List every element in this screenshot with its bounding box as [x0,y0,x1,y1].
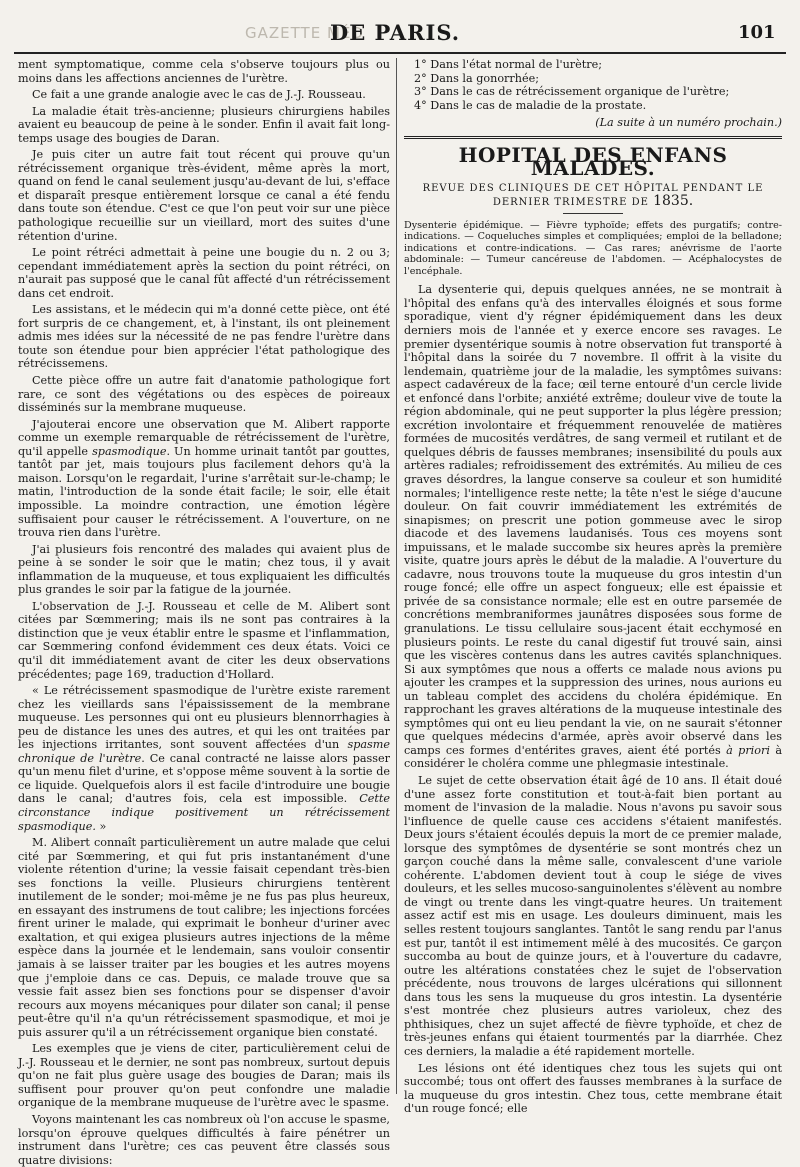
section-title: HOPITAL DES ENFANS MALADES. [458,142,728,181]
short-rule [563,213,623,214]
paragraph: L'observation de J.-J. Rousseau et celle de M. Alibert sont citées par Sœmmering; mais ils ne sont pas contraires à la distinction que je veux établir entre le spasme et l'inflammation, car Sœmmering confond évidemment ces deux états. Voici ce qu'il dit immédiatement avant de citer les deux observations précédentes; page 169, traduction d'Hollard. [18,599,390,681]
paragraph: M. Alibert connaît particulièrement un autre malade que celui cité par Sœmmering, et qui fut pris instantanément d'une violente rétention d'urine; la vessie faisait cependant très-bien ses fonctions la veille. Plusieurs chirurgiens tentèrent inutilement de le sonder; moi-même je ne fus pas plus heureux, en essayant des instrumens de tout calibre; les injections forcées firent uriner le malade, qui exprimait le bonheur d'uriner avec exaltation, et qui exigea plusieurs autres injections de la même espèce dans la journée et le lendemain, sans vouloir consentir jamais à se laisser traiter par les bougies et les autres moyens que j'emploie dans ce cas. Depuis, ce malade trouve que sa vessie fait assez bien ses fonctions pour se dispenser d'avoir recours aux moyens mécaniques pour dilater son canal; il pense peut-être qu'il n'a qu'un rétrécissement spasmodique, et moi je puis assurer qu'il a un rétrécissement organique bien constaté. [18,836,390,1039]
column-divider [396,58,397,1094]
list-item: 4° Dans le cas de maladie de la prostate. [414,98,647,112]
text-run: » [95,819,107,833]
list-item: 1° Dans l'état normal de l'urètre; [414,58,603,71]
text-run: à considérer le choléra comme une phlegmasie intestinale. [404,743,782,771]
paragraph: Cette pièce offre un autre fait d'anatomie pathologique fort rare, ce sont des végétations ou des espèces de poireaux disséminés sur la membrane muqueuse. [18,374,390,415]
emphasis: Cette circonstance indique positivement un rétrécissement spasmodique. [18,792,390,833]
paragraph: Le point rétréci admettait à peine une bougie du n. 2 ou 3; cependant immédiatement après la section du point rétréci, on n'aurait pas supposé que le canal fût affecté d'un rétrécissement dans cet endroit. [18,246,390,300]
subtitle-text: REVUE DES CLINIQUES DE CET HÔPITAL PENDANT LE DERNIER TRIMESTRE DE [422,182,764,208]
section-subtitle [404,182,782,209]
section-summary: Dysenterie épidémique. — Fièvre typhoïde; effets des purgatifs; contre-indications. — Coqueluches simples et compliquées; emploi de la belladone; indications et contre-indications. — Cas rares; anévrisme de l'aorte abdominale: — Tumeur cancéreuse de l'abdomen. — Acéphalocystes de l'encéphale. [404,219,782,277]
page-number: 101 [738,22,776,43]
emphasis: spasmodique [92,444,167,458]
page-header [0,14,800,50]
bleed-through-text: GAZETTE MÉD [245,24,364,42]
running-title: DE PARIS. [330,20,461,45]
header-rule [14,52,786,54]
subtitle-year: 1835. [653,192,694,209]
emphasis: à priori [726,743,770,757]
paragraph: Les exemples que je viens de citer, particulièrement celui de J.-J. Rousseau et le dernier, ne sont pas nombreux, surtout depuis qu'on ne fait plus guère usage des bougies de Daran; mais ils suffisent pour prouver qu'on peut confondre une maladie organique de la membrane muqueuse de l'urètre avec le spasme. [18,1042,390,1110]
text-run: . Ce canal contracté ne laisse alors passer qu'un menu filet d'urine, et s'oppose même souvent à la sortie de ce liquide. Quelquefois alors il est facile d'introduire une bougie dans le canal; d'autres fois, cela est impossible. [18,751,390,806]
division-list [404,58,782,112]
text-run: La dysenterie qui, depuis quelques années, ne se montrait à l'hôpital des enfans qu'à des intervalles éloignés et sous forme sporadique, vient d'y régner épidémiquement dans les deux derniers mois de l'année et y exerce encore ses ravages. Le premier dysentérique soumis à notre observation fut transporté à l'hôpital dans la soirée du 7 novembre. Il offrit à la visite du lendemain, quatrième jour de la maladie, les symptômes suivans: aspect cadavéreux de la face; œil terne entouré d'un cercle livide et enfoncé dans l'orbite; anxiété extrême; douleur vive de toute la région abdominale, qui ne peut supporter la plus légère pression; excrétion involontaire et fréquemment renouvelée de matières formées de mucosités verdâtres, de sang vermeil et rutilant et de quelques débris de fausses membranes; insensibilité du pouls aux artères radiales; refroidissement des extrémités. Au milieu de ces graves désordres, la langue conserve sa couleur et son humidité normales; l'intelligence reste nette; la tête n'est le siége d'aucune douleur. On fait couvrir immédiatement les extrémités de sinapismes; on prescrit une potion gommeuse avec le sirop diacode et des lavemens laudanisés. Tous ces moyens sont impuissans, et le malade succombe six heures après la première visite, quatre jours après le début de la maladie. A l'ouverture du cadavre, nous trouvons toute la muqueuse du gros intestin d'un rouge foncé; elle offre un aspect fongueux; elle est épaissie et privée de sa consistance normale; elle est en outre parsemée de concrétions membraniformes jaunâtres disposées sous forme de granulations. Le tissu cellulaire sous-jacent était ecchymosé en plusieurs points. Le reste du canal digestif fut trouvé sain, ainsi que les viscères contenus dans les autres cavités splanchniques. Si aux symptômes que nous a offerts ce malade nous avions pu ajouter les crampes et la suppression des urines, nous aurions eu un tableau complet des accidens du choléra épidémique. En rapprochant les graves altérations de la muqueuse intestinale des symptômes qui ont eu lieu pendant la vie, on ne saurait s'étonner que quelques médecins d'armée, après avoir observé dans les camps ces formes d'entérites graves, aient été portés [404,283,782,757]
paragraph: ment symptomatique, comme cela s'observe toujours plus ou moins dans les affections anciennes de l'urètre. [18,58,390,85]
paragraph: Les assistans, et le médecin qui m'a donné cette pièce, ont été fort surpris de ce changement, et, à l'instant, ils ont pleinement admis mes idées sur la nécessité de ne pas fendre l'urètre dans toute son étendue pour bien apprécier l'état pathologique des rétrécissemens. [18,303,390,371]
paragraph: Je puis citer un autre fait tout récent qui prouve qu'un rétrécissement organique très-évident, même après la mort, quand on fend le canal seulement jusqu'au-devant de lui, s'efface et disparaît presque entièrement lorsque ce canal a été fendu dans toute son étendue. C'est ce que l'on peut voir sur une pièce pathologique recueillie sur un vieillard, mort des suites d'une rétention d'urine. [18,148,390,243]
paragraph: Voyons maintenant les cas nombreux où l'on accuse le spasme, lorsqu'on éprouve quelques difficultés à faire pénétrer un instrument dans l'urètre; ces cas peuvent être classés sous quatre divisions: [18,1113,390,1167]
paragraph: J'ai plusieurs fois rencontré des malades qui avaient plus de peine à se sonder le soir que le matin; chez tous, il y avait inflammation de la muqueuse, et tous expliquaient les difficultés plus grandes le soir par la fatigue de la journée. [18,542,390,597]
paragraph: Les lésions ont été identiques chez tous les sujets qui ont succombé; tous ont offert des fausses membranes à la surface de la muqueuse du gros intestin. Chez tous, cette membrane était d'un rouge foncé; elle [404,1061,782,1116]
paragraph: La maladie était très-ancienne; plusieurs chirurgiens habiles avaient eu beaucoup de peine à le sonder. Enfin il avait fait long-temps usage des bougies de Daran. [18,104,390,145]
paragraph [404,283,782,771]
paragraph: Ce fait a une grande analogie avec le cas de J.-J. Rousseau. [32,88,366,102]
emphasis: spasme chronique de l'urètre [18,738,390,765]
text-run: . Un homme urinait tantôt par gouttes, tantôt par jet, mais toujours plus facilement dehors qu'à la maison. Lorsqu'on le regardait, l'urine s'arrêtait sur-le-champ; le matin, l'introduction de la sonde était facile; le soir, elle était impossible. La moindre contraction, une émotion légère suffisaient pour causer le rétrécissement. A l'ouverture, on ne trouva rien dans l'urètre. [18,444,390,540]
quotation [18,684,390,833]
section-divider [404,136,782,139]
text-run: « Le rétrécissement spasmodique de l'urètre existe rarement chez les vieillards sans l'épaississement de la membrane muqueuse. Les personnes qui ont eu plusieurs blennorrhagies à peu de distance les unes des autres, et qui les ont traitées par les injections irritantes, sont souvent affectées d'un [18,684,390,752]
paragraph [18,418,390,540]
list-item: 2° Dans la gonorrhée; [414,71,539,85]
right-column [404,58,782,1116]
left-column [18,58,390,1167]
list-item: 3° Dans le cas de rétrécissement organique de l'urètre; [414,85,730,99]
continuation-note: (La suite à un numéro prochain.) [595,116,782,130]
paragraph: Le sujet de cette observation était âgé de 10 ans. Il était doué d'une assez forte constitution et tout-à-fait bien portant au moment de l'invasion de la maladie. Nous n'avons pu savoir sous l'influence de quelle cause ces accidens s'étaient manifestés. Deux jours s'étaient écoulés depuis la mort de ce premier malade, lorsque des symptômes de dysentérie se sont montrés chez un garçon couché dans la même salle, convalescent d'une variole cohérente. L'abdomen devient tout à coup le siége de vives douleurs, et les selles mucoso-sanguinolentes s'élèvent au nombre de vingt ou trente dans les vingt-quatre heures. Un traitement assez actif est mis en usage. Les douleurs diminuent, mais les selles restent toujours sanglantes. Tantôt le sang rendu par l'anus est pur, tantôt il est intimement mêlé à des mucosités. Ce garçon succomba au bout de quinze jours, et à l'ouverture du cadavre, outre les altérations constatées chez le sujet de l'observation précédente, nous trouvons de larges ulcérations qui sillonnent dans tous les sens la muqueuse du gros intestin. La dysentérie s'est montrée chez plusieurs autres varioleux, chez des phthisiques, chez un sujet affecté de fièvre typhoïde, et chez de très-jeunes enfans qui étaient tourmentés par la diarrhée. Chez ces derniers, la maladie a été rapidement mortelle. [404,774,782,1058]
text-run: J'ajouterai encore une observation que M. Alibert rapporte comme un exemple remarquable de rétrécissement de l'urètre, qu'il appelle [18,417,390,458]
